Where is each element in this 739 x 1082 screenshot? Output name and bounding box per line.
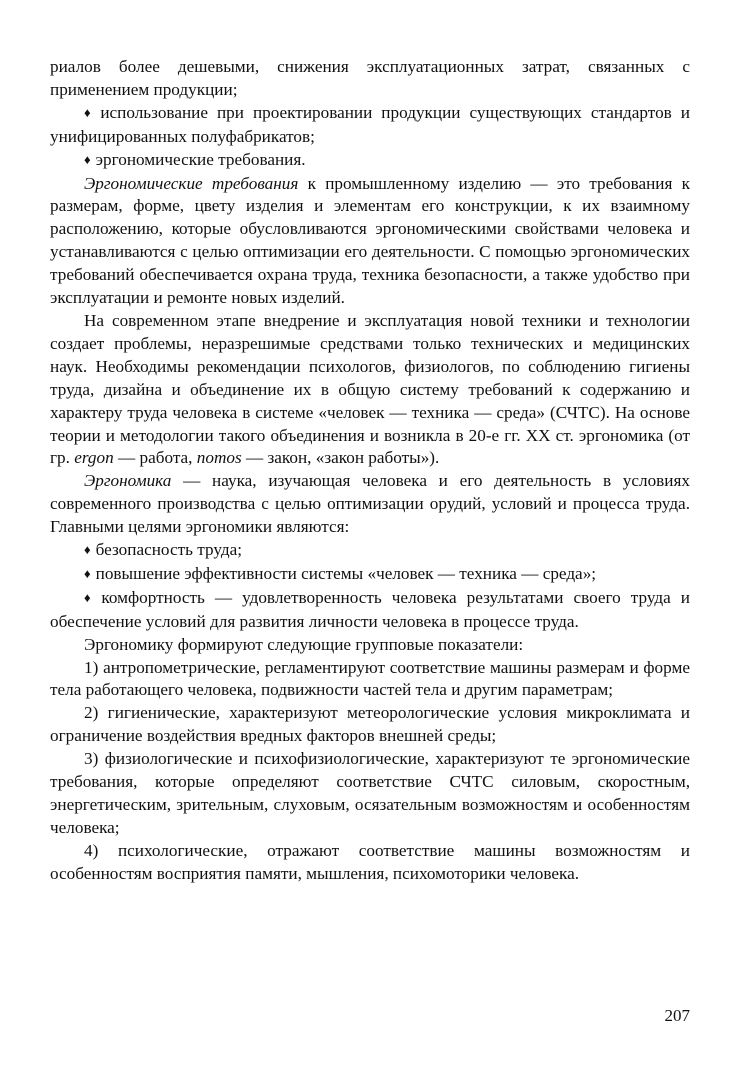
paragraph-text: На современном этапе внедрение и эксплуатация новой техники и технологии создает проблемы, неразрешимые средствами только технических и медицинских наук. Необходимы рекомендации психологов, физиологов, по соблюдению гигиены труда, дизайна и объединение их в общую систему требований к содержанию и характеру труда человека в системе «человек — техника — среда» (СЧТС). На основе теории и методологии такого объединения и возникла в 20-е гг. XX ст. эргономика (от гр. — [50, 310, 690, 468]
italic-term: ergon — [74, 448, 114, 468]
paragraph-text: к промышленному изделию — это требования к размерам, форме, цвету изделия и элементам его конструкции, к их взаимному расположению, которые обусловливаются эргономическими свойствами человека и устанавливаются с целью оптимизации его деятельности. С помощью эргономических требований обеспечивается охрана труда, техника безопасности, а также удобство при эксплуатации и ремонте новых изделий. — [50, 173, 690, 308]
diamond-bullet-icon: ♦ — [84, 589, 97, 605]
paragraph: риалов более дешевыми, снижения эксплуатационных затрат, связанных с применением продукции; — [50, 57, 690, 99]
bullet-text: безопасность труда; — [95, 540, 242, 560]
paragraph: Эргономику формируют следующие групповые показатели: — [84, 634, 524, 654]
numbered-item: 3) физиологические и психофизиологические, характеризуют те эргономические требования, которые определяют соответствие СЧТС силовым, скоростным, энергетическим, зрительным, слуховым, осязательным возможностям и особенностям человека; — [50, 749, 690, 837]
paragraph — [50, 173, 690, 310]
numbered-item: 1) антропометрические, регламентируют соответствие машины размерам и форме тела работающего человека, подвижности частей тела и другим параметрам; — [50, 657, 690, 700]
italic-term: nomos — [196, 448, 242, 468]
bullet-item — [50, 563, 690, 587]
italic-term: Эргономические требования — [84, 173, 299, 193]
italic-term: Эргономика — [84, 471, 172, 491]
numbered-item: 4) психологические, отражают соответствие машины возможностям и особенностям восприятия памяти, мышления, психомоторики человека. — [50, 840, 690, 883]
paragraph-text: — наука, изучающая человека и его деятельность в условиях современного производства с целью оптимизации орудий, условий и процесса труда. Главными целями эргономики являются: — [50, 471, 690, 537]
bullet-item — [50, 102, 690, 149]
page-body — [50, 56, 690, 886]
bullet-text: использование при проектировании продукции существующих стандартов и унифицированных полуфабрикатов; — [50, 102, 690, 146]
bullet-text: комфортность — удовлетворенность человека результатами своего труда и обеспечение условий для развития личности человека в процессе труда. — [50, 587, 690, 631]
bullet-text: повышение эффективности системы «человек — техника — среда»; — [95, 563, 597, 583]
bullet-item — [50, 587, 690, 634]
diamond-bullet-icon: ♦ — [84, 565, 91, 581]
paragraph-text: — работа, — [113, 448, 197, 468]
numbered-item: 2) гигиенические, характеризуют метеорологические условия микроклимата и ограничение воздействия вредных факторов внешней среды; — [50, 703, 690, 746]
diamond-bullet-icon: ♦ — [84, 542, 91, 558]
diamond-bullet-icon: ♦ — [84, 104, 96, 120]
bullet-item — [50, 539, 690, 563]
page-number: 207 — [664, 1006, 690, 1025]
bullet-item — [50, 149, 690, 173]
paragraph — [50, 470, 690, 539]
bullet-text: эргономические требования. — [95, 149, 306, 169]
paragraph — [50, 310, 690, 470]
diamond-bullet-icon: ♦ — [84, 151, 91, 167]
paragraph-text: — закон, «закон работы»). — [241, 448, 440, 468]
